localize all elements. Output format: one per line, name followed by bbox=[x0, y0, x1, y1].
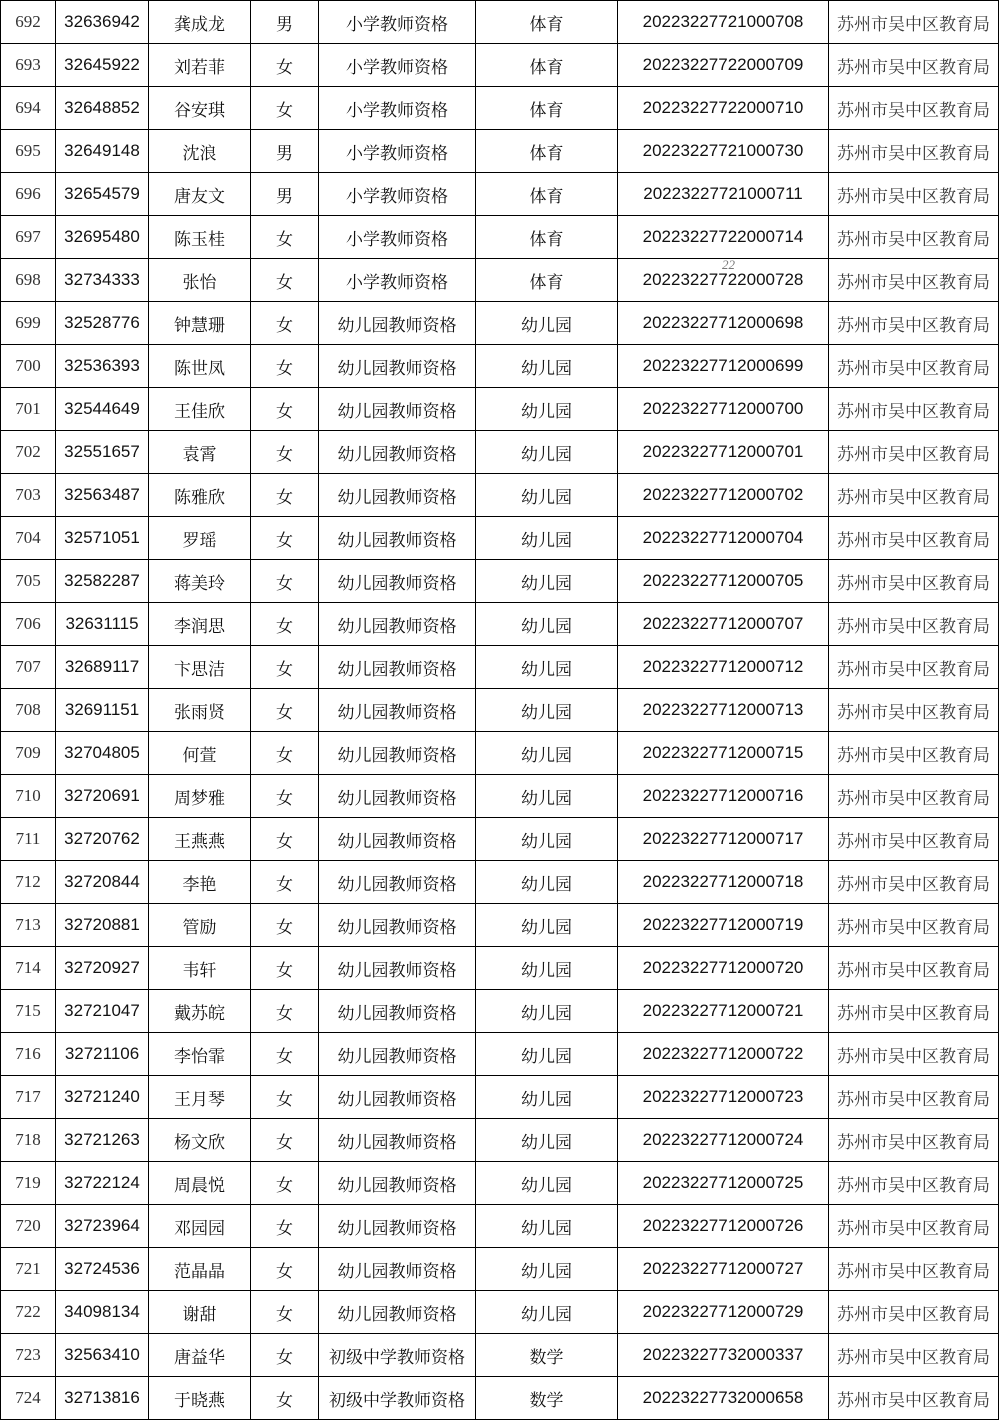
applicant-name-cell: 陈世凤 bbox=[149, 345, 251, 388]
applicant-id-cell: 32734333 bbox=[56, 259, 149, 302]
table-row bbox=[1, 431, 999, 474]
applicant-name-cell: 邓园园 bbox=[149, 1205, 251, 1248]
certificate-number-cell: 20223227712000717 bbox=[618, 818, 829, 861]
row-index-cell: 710 bbox=[1, 775, 56, 818]
row-index-cell: 711 bbox=[1, 818, 56, 861]
subject-cell: 幼儿园 bbox=[476, 1248, 618, 1291]
issuing-authority-cell: 苏州市吴中区教育局 bbox=[829, 689, 999, 732]
certificate-type-cell: 幼儿园教师资格 bbox=[319, 1248, 476, 1291]
certificate-number-cell: 20223227712000715 bbox=[618, 732, 829, 775]
issuing-authority-cell: 苏州市吴中区教育局 bbox=[829, 1119, 999, 1162]
row-index-cell: 706 bbox=[1, 603, 56, 646]
subject-cell: 幼儿园 bbox=[476, 560, 618, 603]
subject-cell: 幼儿园 bbox=[476, 646, 618, 689]
subject-cell: 数学 bbox=[476, 1377, 618, 1420]
applicant-gender-cell: 女 bbox=[251, 1076, 319, 1119]
issuing-authority-cell: 苏州市吴中区教育局 bbox=[829, 1076, 999, 1119]
applicant-id-cell: 32713816 bbox=[56, 1377, 149, 1420]
certificate-number-cell: 20223227722000714 bbox=[618, 216, 829, 259]
table-row bbox=[1, 818, 999, 861]
issuing-authority-cell: 苏州市吴中区教育局 bbox=[829, 861, 999, 904]
row-index-cell: 721 bbox=[1, 1248, 56, 1291]
row-index-cell: 713 bbox=[1, 904, 56, 947]
applicant-gender-cell: 女 bbox=[251, 216, 319, 259]
applicant-id-cell: 32720927 bbox=[56, 947, 149, 990]
subject-cell: 体育 bbox=[476, 259, 618, 302]
issuing-authority-cell: 苏州市吴中区教育局 bbox=[829, 517, 999, 560]
applicant-id-cell: 34098134 bbox=[56, 1291, 149, 1334]
certificate-type-cell: 幼儿园教师资格 bbox=[319, 732, 476, 775]
row-index-cell: 699 bbox=[1, 302, 56, 345]
applicant-gender-cell: 女 bbox=[251, 517, 319, 560]
row-index-cell: 716 bbox=[1, 1033, 56, 1076]
certificate-type-cell: 幼儿园教师资格 bbox=[319, 990, 476, 1033]
issuing-authority-cell: 苏州市吴中区教育局 bbox=[829, 732, 999, 775]
applicant-id-cell: 32691151 bbox=[56, 689, 149, 732]
row-index-cell: 695 bbox=[1, 130, 56, 173]
certificate-type-cell: 幼儿园教师资格 bbox=[319, 947, 476, 990]
table-row bbox=[1, 1291, 999, 1334]
applicant-gender-cell: 女 bbox=[251, 302, 319, 345]
applicant-name-cell: 何萱 bbox=[149, 732, 251, 775]
table-row bbox=[1, 1334, 999, 1377]
certificate-type-cell: 幼儿园教师资格 bbox=[319, 646, 476, 689]
table-body bbox=[1, 1, 999, 1420]
row-index-cell: 698 bbox=[1, 259, 56, 302]
applicant-gender-cell: 女 bbox=[251, 947, 319, 990]
applicant-gender-cell: 女 bbox=[251, 689, 319, 732]
row-index-cell: 715 bbox=[1, 990, 56, 1033]
subject-cell: 幼儿园 bbox=[476, 818, 618, 861]
row-index-cell: 722 bbox=[1, 1291, 56, 1334]
certificate-number-cell: 20223227712000725 bbox=[618, 1162, 829, 1205]
certificate-number-cell: 20223227712000705 bbox=[618, 560, 829, 603]
applicant-gender-cell: 女 bbox=[251, 474, 319, 517]
applicant-gender-cell: 女 bbox=[251, 44, 319, 87]
certificate-type-cell: 幼儿园教师资格 bbox=[319, 388, 476, 431]
subject-cell: 幼儿园 bbox=[476, 345, 618, 388]
certificate-type-cell: 幼儿园教师资格 bbox=[319, 1076, 476, 1119]
issuing-authority-cell: 苏州市吴中区教育局 bbox=[829, 474, 999, 517]
row-index-cell: 723 bbox=[1, 1334, 56, 1377]
applicant-gender-cell: 男 bbox=[251, 173, 319, 216]
row-index-cell: 692 bbox=[1, 1, 56, 44]
applicant-gender-cell: 女 bbox=[251, 259, 319, 302]
subject-cell: 幼儿园 bbox=[476, 474, 618, 517]
applicant-id-cell: 32695480 bbox=[56, 216, 149, 259]
subject-cell: 体育 bbox=[476, 44, 618, 87]
certificate-number-cell: 20223227721000711 bbox=[618, 173, 829, 216]
row-index-cell: 719 bbox=[1, 1162, 56, 1205]
table-row bbox=[1, 1033, 999, 1076]
applicant-name-cell: 李怡霏 bbox=[149, 1033, 251, 1076]
subject-cell: 幼儿园 bbox=[476, 302, 618, 345]
certificate-number-cell: 20223227722000709 bbox=[618, 44, 829, 87]
applicant-gender-cell: 女 bbox=[251, 1377, 319, 1420]
issuing-authority-cell: 苏州市吴中区教育局 bbox=[829, 388, 999, 431]
applicant-id-cell: 32636942 bbox=[56, 1, 149, 44]
row-index-cell: 724 bbox=[1, 1377, 56, 1420]
applicant-gender-cell: 女 bbox=[251, 1119, 319, 1162]
applicant-gender-cell: 男 bbox=[251, 1, 319, 44]
table-row bbox=[1, 732, 999, 775]
applicant-id-cell: 32723964 bbox=[56, 1205, 149, 1248]
applicant-gender-cell: 女 bbox=[251, 990, 319, 1033]
certificate-number-cell: 20223227712000701 bbox=[618, 431, 829, 474]
table-row bbox=[1, 947, 999, 990]
applicant-name-cell: 钟慧珊 bbox=[149, 302, 251, 345]
applicant-id-cell: 32563487 bbox=[56, 474, 149, 517]
row-index-cell: 693 bbox=[1, 44, 56, 87]
issuing-authority-cell: 苏州市吴中区教育局 bbox=[829, 904, 999, 947]
subject-cell: 体育 bbox=[476, 1, 618, 44]
certificate-number-cell: 20223227712000727 bbox=[618, 1248, 829, 1291]
subject-cell: 体育 bbox=[476, 87, 618, 130]
table-row bbox=[1, 87, 999, 130]
subject-cell: 幼儿园 bbox=[476, 904, 618, 947]
certificate-type-cell: 小学教师资格 bbox=[319, 44, 476, 87]
applicant-gender-cell: 女 bbox=[251, 1205, 319, 1248]
applicant-name-cell: 周梦雅 bbox=[149, 775, 251, 818]
applicant-gender-cell: 女 bbox=[251, 1162, 319, 1205]
certificate-type-cell: 小学教师资格 bbox=[319, 87, 476, 130]
certificate-type-cell: 小学教师资格 bbox=[319, 173, 476, 216]
applicant-id-cell: 32689117 bbox=[56, 646, 149, 689]
applicant-id-cell: 32648852 bbox=[56, 87, 149, 130]
certificate-number-cell: 20223227722000728 bbox=[618, 259, 829, 302]
applicant-id-cell: 32551657 bbox=[56, 431, 149, 474]
applicant-name-cell: 蒋美玲 bbox=[149, 560, 251, 603]
issuing-authority-cell: 苏州市吴中区教育局 bbox=[829, 1, 999, 44]
applicant-gender-cell: 女 bbox=[251, 388, 319, 431]
table-row bbox=[1, 1205, 999, 1248]
table-row bbox=[1, 1248, 999, 1291]
row-index-cell: 701 bbox=[1, 388, 56, 431]
table-row bbox=[1, 603, 999, 646]
issuing-authority-cell: 苏州市吴中区教育局 bbox=[829, 1291, 999, 1334]
row-index-cell: 696 bbox=[1, 173, 56, 216]
subject-cell: 幼儿园 bbox=[476, 431, 618, 474]
applicant-name-cell: 李艳 bbox=[149, 861, 251, 904]
applicant-name-cell: 沈浪 bbox=[149, 130, 251, 173]
applicant-id-cell: 32528776 bbox=[56, 302, 149, 345]
issuing-authority-cell: 苏州市吴中区教育局 bbox=[829, 259, 999, 302]
certificate-type-cell: 小学教师资格 bbox=[319, 130, 476, 173]
subject-cell: 幼儿园 bbox=[476, 689, 618, 732]
issuing-authority-cell: 苏州市吴中区教育局 bbox=[829, 646, 999, 689]
applicant-gender-cell: 女 bbox=[251, 904, 319, 947]
row-index-cell: 704 bbox=[1, 517, 56, 560]
table-row bbox=[1, 1119, 999, 1162]
page-number: 22 bbox=[722, 257, 735, 272]
certificate-type-cell: 幼儿园教师资格 bbox=[319, 431, 476, 474]
applicant-name-cell: 谢甜 bbox=[149, 1291, 251, 1334]
applicant-id-cell: 32720844 bbox=[56, 861, 149, 904]
applicant-name-cell: 李润思 bbox=[149, 603, 251, 646]
applicant-name-cell: 韦轩 bbox=[149, 947, 251, 990]
applicant-gender-cell: 女 bbox=[251, 732, 319, 775]
applicant-name-cell: 张雨贤 bbox=[149, 689, 251, 732]
applicant-gender-cell: 女 bbox=[251, 775, 319, 818]
table-row bbox=[1, 689, 999, 732]
subject-cell: 幼儿园 bbox=[476, 1205, 618, 1248]
applicant-gender-cell: 女 bbox=[251, 1033, 319, 1076]
certificate-type-cell: 幼儿园教师资格 bbox=[319, 861, 476, 904]
applicant-id-cell: 32631115 bbox=[56, 603, 149, 646]
row-index-cell: 714 bbox=[1, 947, 56, 990]
certificate-type-cell: 幼儿园教师资格 bbox=[319, 818, 476, 861]
applicant-id-cell: 32724536 bbox=[56, 1248, 149, 1291]
subject-cell: 幼儿园 bbox=[476, 603, 618, 646]
table-row bbox=[1, 388, 999, 431]
certificate-type-cell: 初级中学教师资格 bbox=[319, 1377, 476, 1420]
applicant-name-cell: 陈玉桂 bbox=[149, 216, 251, 259]
certificate-type-cell: 幼儿园教师资格 bbox=[319, 775, 476, 818]
issuing-authority-cell: 苏州市吴中区教育局 bbox=[829, 431, 999, 474]
applicant-id-cell: 32722124 bbox=[56, 1162, 149, 1205]
certificate-number-cell: 20223227722000710 bbox=[618, 87, 829, 130]
row-index-cell: 707 bbox=[1, 646, 56, 689]
table-row bbox=[1, 861, 999, 904]
table-row bbox=[1, 646, 999, 689]
certificate-type-cell: 幼儿园教师资格 bbox=[319, 1033, 476, 1076]
certificate-type-cell: 幼儿园教师资格 bbox=[319, 689, 476, 732]
applicant-id-cell: 32721047 bbox=[56, 990, 149, 1033]
table-row bbox=[1, 173, 999, 216]
applicant-id-cell: 32563410 bbox=[56, 1334, 149, 1377]
issuing-authority-cell: 苏州市吴中区教育局 bbox=[829, 216, 999, 259]
issuing-authority-cell: 苏州市吴中区教育局 bbox=[829, 775, 999, 818]
subject-cell: 幼儿园 bbox=[476, 1119, 618, 1162]
applicant-id-cell: 32571051 bbox=[56, 517, 149, 560]
applicant-id-cell: 32720881 bbox=[56, 904, 149, 947]
issuing-authority-cell: 苏州市吴中区教育局 bbox=[829, 173, 999, 216]
certificate-type-cell: 小学教师资格 bbox=[319, 259, 476, 302]
certificate-type-cell: 小学教师资格 bbox=[319, 1, 476, 44]
applicant-name-cell: 陈雅欣 bbox=[149, 474, 251, 517]
table-row bbox=[1, 775, 999, 818]
issuing-authority-cell: 苏州市吴中区教育局 bbox=[829, 603, 999, 646]
issuing-authority-cell: 苏州市吴中区教育局 bbox=[829, 1162, 999, 1205]
applicant-name-cell: 周晨悦 bbox=[149, 1162, 251, 1205]
issuing-authority-cell: 苏州市吴中区教育局 bbox=[829, 1334, 999, 1377]
certificate-number-cell: 20223227712000719 bbox=[618, 904, 829, 947]
certificate-number-cell: 20223227712000721 bbox=[618, 990, 829, 1033]
issuing-authority-cell: 苏州市吴中区教育局 bbox=[829, 44, 999, 87]
subject-cell: 幼儿园 bbox=[476, 1162, 618, 1205]
applicant-id-cell: 32645922 bbox=[56, 44, 149, 87]
certificate-number-cell: 20223227732000337 bbox=[618, 1334, 829, 1377]
certificate-type-cell: 幼儿园教师资格 bbox=[319, 474, 476, 517]
table-row bbox=[1, 990, 999, 1033]
row-index-cell: 694 bbox=[1, 87, 56, 130]
applicant-id-cell: 32721240 bbox=[56, 1076, 149, 1119]
subject-cell: 幼儿园 bbox=[476, 517, 618, 560]
certificate-type-cell: 幼儿园教师资格 bbox=[319, 517, 476, 560]
applicant-gender-cell: 女 bbox=[251, 431, 319, 474]
applicant-name-cell: 王燕燕 bbox=[149, 818, 251, 861]
table-row bbox=[1, 517, 999, 560]
applicant-name-cell: 唐益华 bbox=[149, 1334, 251, 1377]
applicant-name-cell: 王月琴 bbox=[149, 1076, 251, 1119]
applicant-name-cell: 唐友文 bbox=[149, 173, 251, 216]
certificate-number-cell: 20223227712000704 bbox=[618, 517, 829, 560]
subject-cell: 幼儿园 bbox=[476, 732, 618, 775]
applicant-gender-cell: 女 bbox=[251, 861, 319, 904]
certificate-number-cell: 20223227712000718 bbox=[618, 861, 829, 904]
row-index-cell: 705 bbox=[1, 560, 56, 603]
applicant-id-cell: 32720762 bbox=[56, 818, 149, 861]
certificate-type-cell: 幼儿园教师资格 bbox=[319, 603, 476, 646]
row-index-cell: 718 bbox=[1, 1119, 56, 1162]
applicant-gender-cell: 女 bbox=[251, 646, 319, 689]
issuing-authority-cell: 苏州市吴中区教育局 bbox=[829, 1205, 999, 1248]
table-row bbox=[1, 1377, 999, 1420]
applicant-name-cell: 戴苏皖 bbox=[149, 990, 251, 1033]
certificate-type-cell: 幼儿园教师资格 bbox=[319, 1291, 476, 1334]
table-row bbox=[1, 1162, 999, 1205]
table-row bbox=[1, 44, 999, 87]
certificate-type-cell: 初级中学教师资格 bbox=[319, 1334, 476, 1377]
table-row bbox=[1, 1, 999, 44]
issuing-authority-cell: 苏州市吴中区教育局 bbox=[829, 130, 999, 173]
applicant-gender-cell: 女 bbox=[251, 1334, 319, 1377]
certificate-number-cell: 20223227712000707 bbox=[618, 603, 829, 646]
applicant-gender-cell: 女 bbox=[251, 603, 319, 646]
subject-cell: 幼儿园 bbox=[476, 1291, 618, 1334]
applicant-name-cell: 王佳欣 bbox=[149, 388, 251, 431]
applicant-name-cell: 袁霄 bbox=[149, 431, 251, 474]
applicant-name-cell: 于晓燕 bbox=[149, 1377, 251, 1420]
certificate-number-cell: 20223227712000724 bbox=[618, 1119, 829, 1162]
applicant-id-cell: 32720691 bbox=[56, 775, 149, 818]
row-index-cell: 700 bbox=[1, 345, 56, 388]
certificate-type-cell: 幼儿园教师资格 bbox=[319, 1205, 476, 1248]
certificate-number-cell: 20223227712000722 bbox=[618, 1033, 829, 1076]
certificate-number-cell: 20223227712000720 bbox=[618, 947, 829, 990]
applicant-name-cell: 张怡 bbox=[149, 259, 251, 302]
subject-cell: 幼儿园 bbox=[476, 1033, 618, 1076]
certificate-type-cell: 幼儿园教师资格 bbox=[319, 904, 476, 947]
certificate-number-cell: 20223227712000713 bbox=[618, 689, 829, 732]
certificate-number-cell: 20223227712000723 bbox=[618, 1076, 829, 1119]
applicant-id-cell: 32544649 bbox=[56, 388, 149, 431]
issuing-authority-cell: 苏州市吴中区教育局 bbox=[829, 345, 999, 388]
certificate-type-cell: 幼儿园教师资格 bbox=[319, 560, 476, 603]
subject-cell: 幼儿园 bbox=[476, 947, 618, 990]
certificate-number-cell: 20223227712000729 bbox=[618, 1291, 829, 1334]
subject-cell: 幼儿园 bbox=[476, 861, 618, 904]
applicant-name-cell: 卞思洁 bbox=[149, 646, 251, 689]
table-row bbox=[1, 474, 999, 517]
certificate-number-cell: 20223227712000712 bbox=[618, 646, 829, 689]
applicant-name-cell: 罗瑶 bbox=[149, 517, 251, 560]
row-index-cell: 708 bbox=[1, 689, 56, 732]
certificate-number-cell: 20223227712000698 bbox=[618, 302, 829, 345]
issuing-authority-cell: 苏州市吴中区教育局 bbox=[829, 990, 999, 1033]
subject-cell: 体育 bbox=[476, 130, 618, 173]
table-row bbox=[1, 904, 999, 947]
table-row bbox=[1, 259, 999, 302]
applicant-id-cell: 32536393 bbox=[56, 345, 149, 388]
applicant-id-cell: 32649148 bbox=[56, 130, 149, 173]
subject-cell: 体育 bbox=[476, 173, 618, 216]
applicant-id-cell: 32704805 bbox=[56, 732, 149, 775]
applicant-gender-cell: 女 bbox=[251, 87, 319, 130]
applicant-id-cell: 32721263 bbox=[56, 1119, 149, 1162]
certificate-number-cell: 20223227712000726 bbox=[618, 1205, 829, 1248]
certificate-number-cell: 20223227721000708 bbox=[618, 1, 829, 44]
applicant-name-cell: 刘若菲 bbox=[149, 44, 251, 87]
row-index-cell: 702 bbox=[1, 431, 56, 474]
table-row bbox=[1, 560, 999, 603]
issuing-authority-cell: 苏州市吴中区教育局 bbox=[829, 947, 999, 990]
applicant-name-cell: 管励 bbox=[149, 904, 251, 947]
row-index-cell: 720 bbox=[1, 1205, 56, 1248]
certificate-type-cell: 幼儿园教师资格 bbox=[319, 1162, 476, 1205]
subject-cell: 体育 bbox=[476, 216, 618, 259]
certificate-type-cell: 幼儿园教师资格 bbox=[319, 1119, 476, 1162]
row-index-cell: 717 bbox=[1, 1076, 56, 1119]
applicant-name-cell: 谷安琪 bbox=[149, 87, 251, 130]
certificate-number-cell: 20223227721000730 bbox=[618, 130, 829, 173]
certificate-type-cell: 幼儿园教师资格 bbox=[319, 302, 476, 345]
certificate-number-cell: 20223227712000699 bbox=[618, 345, 829, 388]
issuing-authority-cell: 苏州市吴中区教育局 bbox=[829, 818, 999, 861]
applicant-gender-cell: 女 bbox=[251, 1248, 319, 1291]
table-row bbox=[1, 130, 999, 173]
certificate-number-cell: 20223227712000700 bbox=[618, 388, 829, 431]
table-row bbox=[1, 302, 999, 345]
issuing-authority-cell: 苏州市吴中区教育局 bbox=[829, 1033, 999, 1076]
issuing-authority-cell: 苏州市吴中区教育局 bbox=[829, 87, 999, 130]
applicant-name-cell: 范晶晶 bbox=[149, 1248, 251, 1291]
row-index-cell: 709 bbox=[1, 732, 56, 775]
applicant-gender-cell: 女 bbox=[251, 345, 319, 388]
issuing-authority-cell: 苏州市吴中区教育局 bbox=[829, 560, 999, 603]
certificate-type-cell: 小学教师资格 bbox=[319, 216, 476, 259]
subject-cell: 幼儿园 bbox=[476, 775, 618, 818]
applicant-id-cell: 32654579 bbox=[56, 173, 149, 216]
applicant-gender-cell: 女 bbox=[251, 818, 319, 861]
applicant-gender-cell: 男 bbox=[251, 130, 319, 173]
row-index-cell: 712 bbox=[1, 861, 56, 904]
subject-cell: 幼儿园 bbox=[476, 388, 618, 431]
table-row bbox=[1, 1076, 999, 1119]
certificate-type-cell: 幼儿园教师资格 bbox=[319, 345, 476, 388]
applicant-gender-cell: 女 bbox=[251, 560, 319, 603]
certificate-number-cell: 20223227712000716 bbox=[618, 775, 829, 818]
certificate-number-cell: 20223227712000702 bbox=[618, 474, 829, 517]
subject-cell: 幼儿园 bbox=[476, 990, 618, 1033]
issuing-authority-cell: 苏州市吴中区教育局 bbox=[829, 1377, 999, 1420]
table-row bbox=[1, 345, 999, 388]
applicant-name-cell: 杨文欣 bbox=[149, 1119, 251, 1162]
subject-cell: 数学 bbox=[476, 1334, 618, 1377]
applicant-gender-cell: 女 bbox=[251, 1291, 319, 1334]
table-row bbox=[1, 216, 999, 259]
certificate-number-cell: 20223227732000658 bbox=[618, 1377, 829, 1420]
subject-cell: 幼儿园 bbox=[476, 1076, 618, 1119]
applicant-name-cell: 龚成龙 bbox=[149, 1, 251, 44]
applicant-id-cell: 32721106 bbox=[56, 1033, 149, 1076]
issuing-authority-cell: 苏州市吴中区教育局 bbox=[829, 1248, 999, 1291]
row-index-cell: 703 bbox=[1, 474, 56, 517]
row-index-cell: 697 bbox=[1, 216, 56, 259]
applicant-id-cell: 32582287 bbox=[56, 560, 149, 603]
issuing-authority-cell: 苏州市吴中区教育局 bbox=[829, 302, 999, 345]
